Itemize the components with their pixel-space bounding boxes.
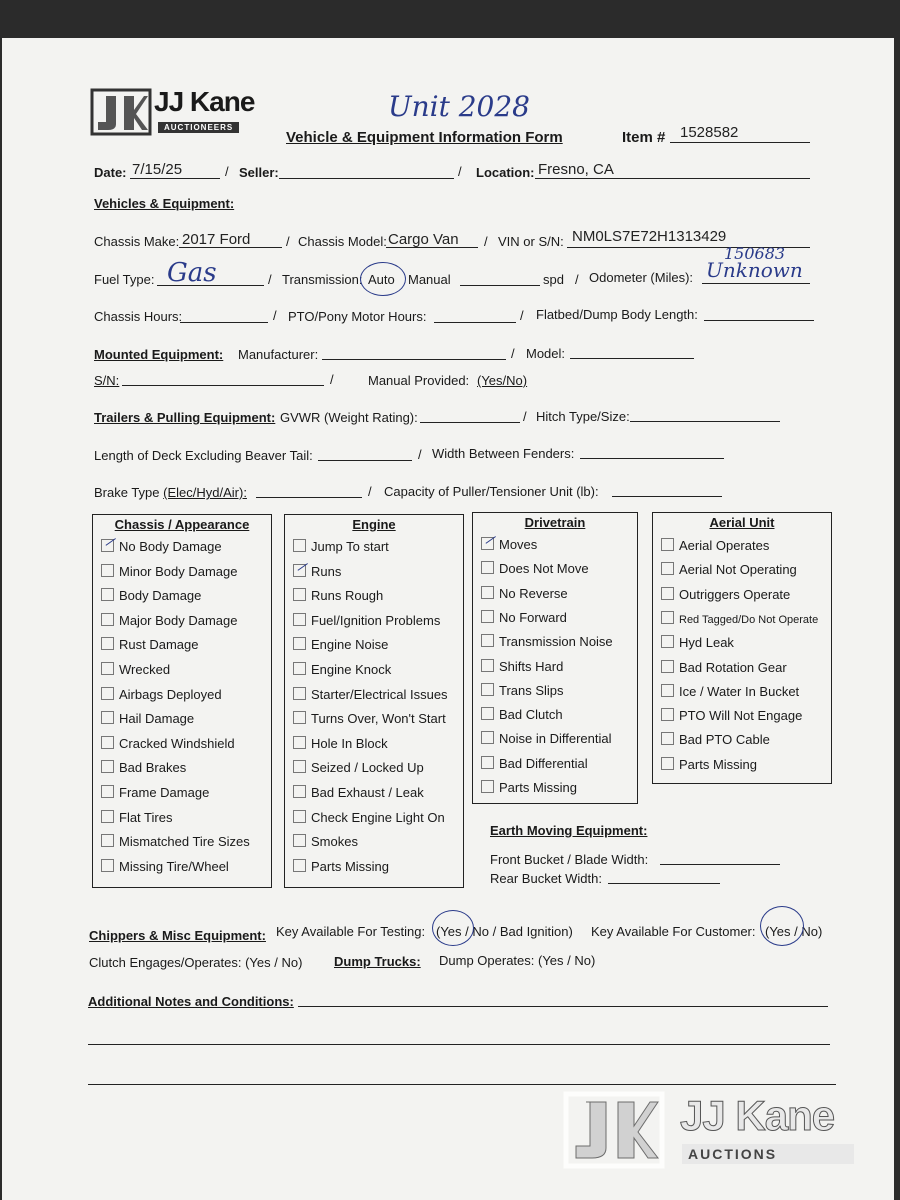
odometer-label: Odometer (Miles):: [589, 270, 694, 285]
checklist-item[interactable]: [661, 611, 818, 626]
checklist-item[interactable]: [481, 756, 588, 771]
manual-option: Manual: [408, 272, 451, 287]
checklist-item-label: Engine Knock: [311, 662, 392, 677]
checkbox[interactable]: [293, 785, 306, 798]
hitch-label: Hitch Type/Size:: [536, 409, 630, 424]
logo-subtitle: AUCTIONEERS: [158, 122, 239, 133]
vin-value: NM0LS7E72H1313429: [572, 228, 727, 245]
checklist-item[interactable]: [293, 637, 388, 652]
checklist-item-label: Bad Differential: [499, 755, 588, 771]
checklist-item-label: Seized / Locked Up: [311, 760, 424, 776]
notes-line: [88, 1044, 830, 1045]
checkbox[interactable]: [101, 760, 114, 773]
date-label: Date:: [94, 165, 127, 180]
brake-type-label: Brake Type (Elec/Hyd/Air):: [94, 485, 247, 500]
notes-heading: Additional Notes and Conditions:: [88, 994, 294, 1009]
drivetrain-title: Drivetrain: [524, 515, 586, 530]
chassis-model-value: Cargo Van: [388, 231, 459, 248]
checklist-item[interactable]: [481, 707, 563, 722]
jjkane-logo: [90, 88, 152, 141]
checkbox[interactable]: [293, 539, 306, 552]
checkbox[interactable]: [481, 707, 494, 720]
watermark-logo-mark: [562, 1090, 666, 1170]
checkbox[interactable]: [293, 613, 306, 626]
checklist-item-label: No Reverse: [499, 585, 568, 601]
chassis-make-label: Chassis Make:: [94, 234, 180, 249]
checklist-item[interactable]: [293, 859, 389, 874]
checklist-item-label: Minor Body Damage: [119, 563, 238, 579]
aerial-unit-box: [652, 512, 832, 784]
checklist-item-label: Hole In Block: [311, 735, 388, 751]
checklist-item-label: Bad Rotation Gear: [679, 659, 787, 675]
checklist-item-label: Bad Exhaust / Leak: [311, 785, 424, 800]
checkbox[interactable]: [481, 731, 494, 744]
checkbox[interactable]: [661, 757, 674, 770]
checklist-item[interactable]: [481, 780, 577, 795]
seller-label: Seller:: [239, 165, 279, 180]
checkbox[interactable]: [101, 859, 114, 872]
checkbox[interactable]: [101, 588, 114, 601]
checklist-item[interactable]: [293, 736, 388, 751]
drivetrain-box: [472, 512, 638, 804]
location-value: Fresno, CA: [538, 161, 614, 178]
checkbox[interactable]: [293, 711, 306, 724]
checklist-item[interactable]: [293, 760, 424, 775]
engine-title: Engine: [352, 517, 396, 532]
checklist-item[interactable]: [661, 635, 734, 650]
checklist-item[interactable]: [481, 683, 564, 698]
key-customer-yes-circle: [760, 906, 804, 946]
watermark-name: JJ Kane: [680, 1092, 835, 1139]
key-customer-label: Key Available For Customer:: [591, 924, 756, 939]
transmission-label: Transmission:: [282, 272, 363, 287]
checklist-item-label: Parts Missing: [499, 780, 578, 795]
checklist-item-label: Wrecked: [119, 662, 171, 677]
chassis-make-value: 2017 Ford: [182, 231, 251, 248]
checkbox[interactable]: [293, 564, 306, 577]
checklist-item[interactable]: [481, 537, 537, 552]
checklist-item[interactable]: [481, 610, 567, 625]
checklist-item[interactable]: [481, 561, 589, 576]
checklist-item[interactable]: [101, 662, 170, 677]
checklist-item[interactable]: [101, 588, 201, 603]
checkbox[interactable]: [293, 687, 306, 700]
checklist-item-label: Cracked Windshield: [119, 735, 235, 751]
checkbox[interactable]: [293, 810, 306, 823]
checklist-item[interactable]: [101, 613, 238, 628]
checkbox[interactable]: [481, 683, 494, 696]
checkbox[interactable]: [661, 611, 674, 624]
checklist-item-label: Parts Missing: [311, 858, 390, 874]
auto-circle: [360, 262, 406, 296]
form-title: Vehicle & Equipment Information Form: [286, 129, 563, 146]
checkbox[interactable]: [481, 610, 494, 623]
checkbox[interactable]: [661, 732, 674, 745]
handwritten-unit: Unit 2028: [388, 90, 530, 123]
key-customer-options: (Yes / No): [765, 924, 823, 939]
checklist-item[interactable]: [293, 662, 391, 677]
rear-bucket-label: Rear Bucket Width:: [490, 871, 602, 886]
checklist-item-label: Major Body Damage: [119, 612, 238, 628]
manufacturer-label: Manufacturer:: [238, 347, 319, 362]
checklist-item-label: Bad PTO Cable: [679, 732, 770, 748]
key-testing-options: (Yes / No / Bad Ignition): [436, 924, 573, 939]
checkbox[interactable]: [101, 564, 114, 577]
checklist-item[interactable]: [661, 732, 770, 747]
checklist-item[interactable]: [293, 810, 445, 825]
checklist-item[interactable]: [293, 711, 446, 726]
checklist-item-label: PTO Will Not Engage: [679, 708, 803, 724]
checklist-item[interactable]: [481, 586, 568, 601]
spd-label: spd: [543, 272, 564, 287]
fenders-label: Width Between Fenders:: [432, 446, 575, 461]
chassis-hours-label: Chassis Hours:: [94, 309, 183, 324]
checklist-item-label: Turns Over, Won't Start: [311, 711, 446, 727]
manual-provided-options: (Yes/No): [477, 373, 528, 388]
checklist-item[interactable]: [101, 637, 198, 652]
checklist-item-label: Shifts Hard: [499, 658, 564, 674]
checklist-item-label: Runs Rough: [311, 588, 384, 604]
odometer-value: Unknown: [706, 258, 803, 282]
checklist-item-label: Outriggers Operate: [679, 586, 791, 602]
flatbed-length-label: Flatbed/Dump Body Length:: [536, 307, 698, 322]
checklist-item-label: No Body Damage: [119, 539, 222, 554]
checkbox[interactable]: [661, 562, 674, 575]
notes-line: [88, 1084, 836, 1085]
checkbox[interactable]: [481, 780, 494, 793]
checkbox[interactable]: [481, 586, 494, 599]
key-testing-label: Key Available For Testing:: [276, 924, 426, 939]
sn-label: S/N:: [94, 373, 120, 388]
vehicles-heading: Vehicles & Equipment:: [94, 196, 235, 211]
checklist-item-label: Aerial Operates: [679, 538, 770, 553]
checklist-item[interactable]: [661, 660, 787, 675]
checkbox[interactable]: [481, 537, 494, 550]
checklist-item[interactable]: [101, 539, 222, 554]
checkbox[interactable]: [661, 660, 674, 673]
gvwr-label: GVWR (Weight Rating):: [280, 410, 418, 425]
checklist-item[interactable]: [101, 711, 194, 726]
chassis-appearance-box: [92, 514, 272, 888]
checklist-item[interactable]: [661, 562, 797, 577]
checklist-item-label: Hail Damage: [119, 711, 195, 727]
checklist-item-label: No Forward: [499, 609, 567, 625]
checklist-item-label: Engine Noise: [311, 637, 389, 653]
checklist-item[interactable]: [293, 613, 440, 628]
checkbox[interactable]: [101, 637, 114, 650]
checklist-item[interactable]: [661, 708, 802, 723]
checklist-item-label: Runs: [311, 563, 342, 579]
checklist-item-label: Bad Brakes: [119, 760, 187, 776]
checklist-item-label: Red Tagged/Do Not Operate: [679, 613, 819, 626]
checklist-item[interactable]: [293, 834, 358, 849]
logo-name: JJ Kane: [154, 86, 255, 117]
dump-operates-label: Dump Operates: (Yes / No): [439, 953, 596, 968]
watermark-subtitle: AUCTIONS: [682, 1144, 854, 1164]
dump-trucks-heading: Dump Trucks:: [334, 954, 421, 969]
checkbox[interactable]: [101, 613, 114, 626]
auto-option: Auto: [368, 272, 395, 287]
checklist-item-label: Missing Tire/Wheel: [119, 858, 229, 874]
clutch-label: Clutch Engages/Operates: (Yes / No): [89, 955, 303, 970]
checklist-item-label: Hyd Leak: [679, 635, 734, 651]
checkbox[interactable]: [101, 662, 114, 675]
checkbox[interactable]: [293, 859, 306, 872]
watermark-logo: [562, 1090, 666, 1175]
checklist-item-label: Rust Damage: [119, 637, 199, 653]
item-label: Item #: [622, 129, 666, 146]
checklist-item-label: Body Damage: [119, 588, 202, 604]
checklist-item-label: Airbags Deployed: [119, 686, 222, 702]
manual-provided-label: Manual Provided:: [368, 373, 470, 388]
front-bucket-label: Front Bucket / Blade Width:: [490, 852, 649, 867]
form-paper: JJ Kane AUCTIONEERS Unit 2028 Vehicle & Equipment Information Form Item # 1528582 Date: 7/15/25 / Seller: / Location: Fresno, CA Vehicles & Equipment: Chassis Make: 2017 Ford / Chassis Model: Cargo Van / VIN or S/N: NM0LS7E72H1313429 Fuel Type: Gas / Transmission: Auto Manual spd / Odometer (Miles): 150683 Unknown Chassis Hours: / PTO/Pony Motor Hours: / Flatbed/Dump Body Length: Mounted Equipment: Manufacturer: / Model: S/N: / Manual Provided: (Yes/No) Trailers & Pulling Equipment: GVWR (Weight Rating): / Hitch Type/Size: Length of Deck Excluding Beaver Tail: / Width Between Fenders: Brake Type (Elec/Hyd/Air): / Capacity of Puller/Tensioner Unit (lb): Chassis / Appearance No Body Damage Minor Body Damage Body Damage Major Body Damage Rust Damage Wrecked Airbags Deployed Hail Damage Cracked Windshield Bad Brakes Frame Damage Flat Tires Mismatched Tire Sizes Missing Tire/Wheel Engine Jump To start Runs Runs Rough Fuel/Ignition Problems Engine Noise Engine Knock Starter/Electrical Issues Turns Over, Won't Start Hole In Block Seized / Locked Up Bad Exhaust / Leak Check Engine Light On Smokes Parts Missing Drivetrain Moves Does Not Move No Reverse No Forward Transmission Noise Shifts Hard Trans Slips Bad Clutch Noise in Differential Bad Differential Parts Missing Aerial Unit Aerial Operates Aerial Not Operating Outriggers Operate Red Tagged/Do Not Operate Hyd Leak Bad Rotation Gear Ice / Water In Bucket PTO Will Not Engage Bad PTO Cable Parts Missing Earth Moving Equipment: Front Bucket / Blade Width: Rear Bucket Width: Chippers & Misc Equipment: Key Available For Testing: (Yes / No / Bad Ignition) Key Available For Customer: (Yes / No) Clutch Engages/Operates: (Yes / No) Dump Trucks: Dump Operates: (Yes / No) Additional Notes and Conditions: JJ Kane AUCTIONS: [2, 38, 894, 1200]
checklist-item[interactable]: [481, 634, 613, 649]
checkbox[interactable]: [293, 662, 306, 675]
checklist-item[interactable]: [293, 785, 424, 800]
checklist-item[interactable]: [661, 757, 757, 772]
checklist-item-label: Aerial Not Operating: [679, 562, 797, 578]
odometer-number: 150683: [724, 244, 786, 263]
checklist-item-label: Parts Missing: [679, 756, 758, 772]
checklist-item-label: Mismatched Tire Sizes: [119, 834, 250, 850]
checklist-item[interactable]: [101, 859, 229, 874]
checklist-item[interactable]: [481, 731, 611, 746]
checkbox[interactable]: [101, 834, 114, 847]
checkbox[interactable]: [661, 684, 674, 697]
capacity-label: Capacity of Puller/Tensioner Unit (lb):: [384, 484, 599, 499]
checklist-item-label: Ice / Water In Bucket: [679, 683, 800, 699]
checkbox[interactable]: [293, 588, 306, 601]
checkbox[interactable]: [293, 736, 306, 749]
checklist-item[interactable]: [101, 736, 235, 751]
vin-label: VIN or S/N:: [498, 234, 564, 249]
checkbox[interactable]: [101, 687, 114, 700]
checklist-item[interactable]: [101, 687, 222, 702]
checkbox[interactable]: [101, 736, 114, 749]
checkbox[interactable]: [481, 561, 494, 574]
checklist-item-label: Does Not Move: [499, 561, 589, 577]
checklist-item-label: Starter/Electrical Issues: [311, 686, 448, 702]
date-value: 7/15/25: [132, 161, 183, 178]
checkbox[interactable]: [101, 785, 114, 798]
checkbox[interactable]: [481, 634, 494, 647]
checklist-item-label: Fuel/Ignition Problems: [311, 612, 441, 628]
earth-moving-heading: Earth Moving Equipment:: [490, 823, 648, 838]
checklist-item-label: Flat Tires: [119, 809, 173, 825]
chassis-model-label: Chassis Model:: [298, 234, 387, 249]
checklist-item[interactable]: [101, 834, 250, 849]
model-label: Model:: [526, 346, 566, 361]
item-value: 1528582: [680, 124, 739, 141]
checklist-item[interactable]: [481, 659, 563, 674]
jjkane-logo-mark: [90, 88, 152, 136]
checkbox[interactable]: [661, 587, 674, 600]
checklist-item[interactable]: [101, 785, 209, 800]
checklist-item-label: Smokes: [311, 834, 358, 850]
mounted-heading: Mounted Equipment:: [94, 347, 224, 362]
checkbox[interactable]: [481, 756, 494, 769]
checkbox[interactable]: [101, 810, 114, 823]
checklist-item-label: Frame Damage: [119, 785, 210, 800]
pto-hours-label: PTO/Pony Motor Hours:: [288, 309, 427, 324]
chippers-heading: Chippers & Misc Equipment:: [89, 928, 266, 943]
chassis-appearance-title: Chassis / Appearance: [114, 517, 250, 532]
checkbox[interactable]: [101, 711, 114, 724]
trailers-heading: Trailers & Pulling Equipment:: [94, 410, 276, 425]
checklist-item[interactable]: [661, 587, 790, 602]
checklist-item[interactable]: [101, 810, 172, 825]
checkbox[interactable]: [481, 659, 494, 672]
checklist-item[interactable]: [293, 539, 389, 554]
checkbox[interactable]: [661, 708, 674, 721]
checkbox[interactable]: [101, 539, 114, 552]
checklist-item-label: Transmission Noise: [499, 634, 613, 650]
checklist-item-label: Check Engine Light On: [311, 809, 445, 825]
fuel-label: Fuel Type:: [94, 272, 155, 287]
checklist-item-label: Bad Clutch: [499, 707, 563, 723]
location-label: Location:: [476, 165, 535, 180]
checklist-item[interactable]: [661, 538, 769, 553]
checklist-item-label: Noise in Differential: [499, 731, 612, 747]
checklist-item-label: Trans Slips: [499, 682, 564, 698]
checklist-item[interactable]: [293, 588, 383, 603]
checklist-item-label: Jump To start: [311, 539, 389, 554]
checklist-item[interactable]: [661, 684, 799, 699]
checkbox[interactable]: [661, 635, 674, 648]
fuel-value: Gas: [167, 258, 217, 288]
checkbox[interactable]: [293, 760, 306, 773]
checkbox[interactable]: [293, 637, 306, 650]
checklist-item[interactable]: [101, 760, 186, 775]
checklist-item-label: Moves: [499, 537, 538, 552]
checklist-item[interactable]: [293, 687, 448, 702]
checklist-item[interactable]: [293, 564, 341, 579]
aerial-unit-title: Aerial Unit: [709, 515, 775, 530]
engine-box: [284, 514, 464, 888]
checklist-item[interactable]: [101, 564, 238, 579]
checkbox[interactable]: [661, 538, 674, 551]
key-testing-yes-circle: [432, 910, 474, 946]
deck-length-label: Length of Deck Excluding Beaver Tail:: [94, 448, 313, 463]
checkbox[interactable]: [293, 834, 306, 847]
